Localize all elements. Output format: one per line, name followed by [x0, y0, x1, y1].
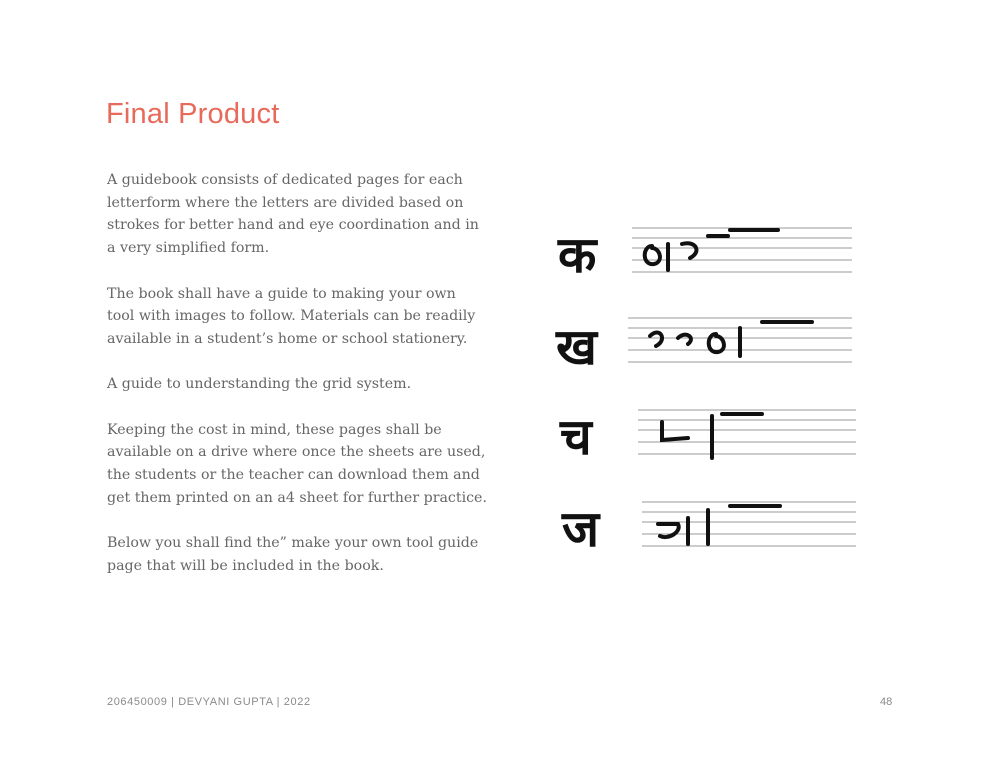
paragraph-grid-system: A guide to understanding the grid system. — [107, 376, 412, 393]
letter-kha: ख — [556, 318, 597, 376]
stroke-steps — [650, 322, 812, 356]
body-text — [107, 169, 487, 600]
guide-lines — [632, 228, 852, 272]
letter-ja: ज — [562, 500, 600, 558]
practice-row-cha — [559, 408, 856, 466]
practice-row-kha — [555, 318, 852, 376]
letter-cha: च — [560, 408, 592, 466]
paragraph-below: Below you shall find the” make your own tool guide page that will be included in the book. — [107, 535, 479, 574]
footer-credit: 206450009 | DEVYANI GUPTA | 2022 — [107, 696, 311, 708]
letter-ka: क — [558, 226, 597, 284]
paragraph-guidebook: A guidebook consists of dedicated pages for each letterform where the letters are divided based on strokes for better hand and eye coordination and in a very simplified form. — [107, 172, 479, 257]
letter-practice-svg — [550, 210, 870, 570]
practice-row-ja — [561, 500, 856, 558]
paragraph-cost: Keeping the cost in mind, these pages shall be available on a drive where once the sheets are used, the students or the teacher can download them and get them printed on an a4 sheet for further practice. — [107, 421, 487, 506]
letter-practice-figure — [550, 210, 870, 570]
practice-row-ka — [557, 226, 852, 284]
stroke-steps — [645, 230, 778, 270]
stroke-steps — [662, 414, 762, 458]
page-title: Final Product — [106, 98, 280, 130]
guide-lines — [638, 410, 856, 454]
page-number: 48 — [880, 696, 893, 708]
paragraph-make-tool: The book shall have a guide to making your own tool with images to follow. Materials can be readily available in a student’s home or school stationery. — [107, 285, 476, 347]
